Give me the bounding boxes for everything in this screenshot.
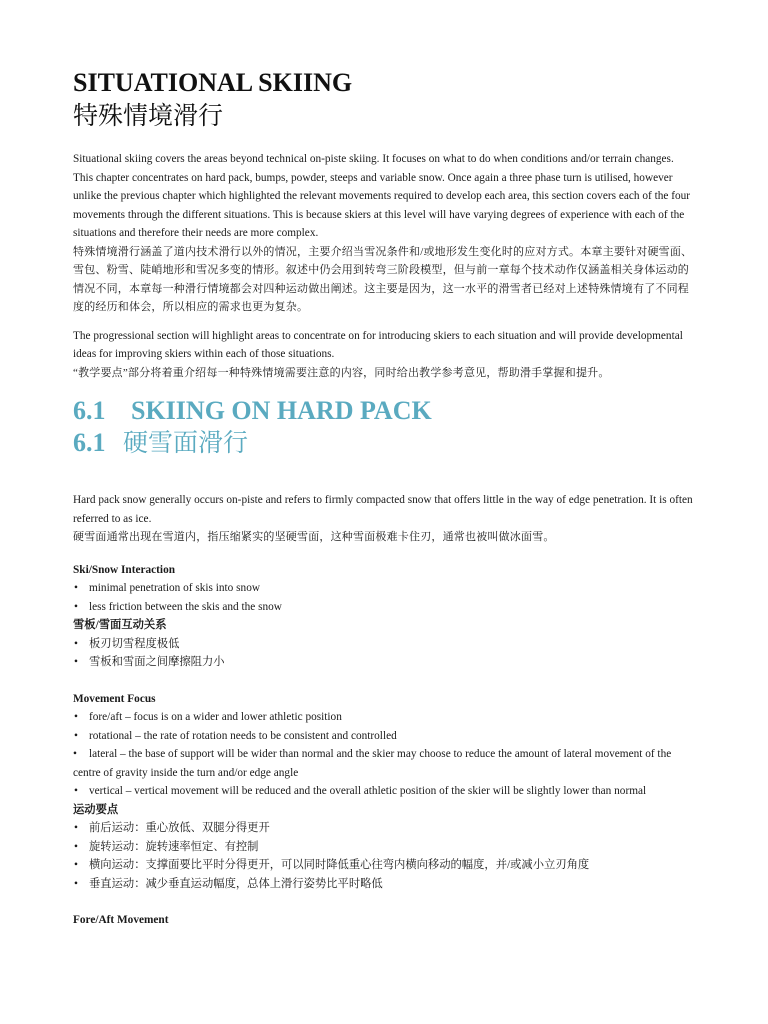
list-item: • 旋转运动：旋转速率恒定、有控制 — [73, 838, 693, 857]
list-item: • 板刃切雪程度极低 — [73, 635, 693, 654]
movement-focus-list-en — [73, 708, 693, 801]
chapter-title-en: SITUATIONAL SKIING — [73, 68, 353, 97]
section-title-zh: 硬雪面滑行 — [123, 430, 249, 457]
section-number: 6.1 — [73, 396, 106, 425]
list-item: • rotational – the rate of rotation needs to be consistent and controlled — [73, 727, 693, 746]
list-item: • 前后运动：重心放低、双腿分得更开 — [73, 819, 693, 838]
ski-snow-list-en — [73, 579, 693, 616]
section-number-zh: 6.1 — [73, 428, 106, 457]
list-item: • 垂直运动：减少垂直运动幅度，总体上滑行姿势比平时略低 — [73, 875, 693, 894]
progressional-paragraph-zh: “教学要点”部分将着重介绍每一种特殊情境需要注意的内容，同时给出教学参考意见，帮助滑手掌握和提升。 — [73, 366, 610, 379]
intro-paragraph-en: Situational skiing covers the areas beyond technical on-piste skiing. It focuses on what to do when conditions and/or terrain changes. This chapter concentrates on hard pack, bumps, powder, steeps and variable snow. Once again a three phase turn is utilised, however unlike the previous chapter which highlighted the relevant movements required to develop each area, this section covers each of the four movements through the different situations. This is because skiers at this level will have varying degrees of experience with each of the situations and therefore their needs are more complex. — [73, 153, 691, 239]
movement-focus-heading-en: Movement Focus — [73, 692, 156, 705]
list-item: • less friction between the skis and the snow — [73, 598, 693, 617]
list-item: • 雪板和雪面之间摩擦阻力小 — [73, 653, 693, 672]
intro-paragraph-zh: 特殊情境滑行涵盖了道内技术滑行以外的情况，主要介绍当雪况条件和/或地形发生变化时的应对方式。本章主要针对硬雪面、雪包、粉雪、陡峭地形和雪况多变的情形。叙述中仍会用到转弯三阶段模型，但与前一章每个技术动作仅涵盖相关身体运动的情况不同，本章每一种滑行情境都会对四种运动做出阐述。这主要是因为，这一水平的滑雪者已经对上述特殊情境有了不同程度的经历和体会，所以相应的需求也更为复杂。 — [73, 245, 693, 313]
list-item: • 横向运动：支撑面要比平时分得更开，可以同时降低重心往弯内横向移动的幅度，并/或减小立刃角度 — [73, 856, 693, 875]
list-item: • minimal penetration of skis into snow — [73, 579, 693, 598]
movement-focus-list-zh — [73, 819, 693, 893]
movement-focus-heading-zh: 运动要点 — [73, 803, 119, 816]
bullet-glyph: • — [73, 748, 77, 760]
document-page — [73, 66, 693, 930]
hardpack-paragraph-zh: 硬雪面通常出现在雪道内，指压缩紧实的坚硬雪面，这种雪面极难卡住刃，通常也被叫做冰面雪。 — [73, 531, 555, 543]
section-heading-zh — [73, 426, 693, 461]
list-item: • vertical – vertical movement will be reduced and the overall athletic position of the skier will be slightly lower than normal — [73, 782, 693, 801]
ski-snow-heading-zh: 雪板/雪面互动关系 — [73, 619, 167, 631]
list-item — [73, 745, 693, 782]
list-item: • fore/aft – focus is on a wider and lower athletic position — [73, 708, 693, 727]
chapter-title-zh: 特殊情境滑行 — [73, 103, 224, 130]
ski-snow-heading-en: Ski/Snow Interaction — [73, 563, 176, 576]
hardpack-paragraph-en: Hard pack snow generally occurs on-piste and refers to firmly compacted snow that offers little in the way of edge penetration. It is often referred to as ice. — [73, 494, 693, 525]
fore-aft-heading: Fore/Aft Movement — [73, 914, 169, 926]
section-title-en: SKIING ON HARD PACK — [131, 396, 432, 425]
progressional-paragraph-en: The progressional section will highlight areas to concentrate on for introducing skiers to each situation and will provide developmental ideas for improving skiers within each of those situations. — [73, 329, 683, 360]
ski-snow-list-zh — [73, 635, 693, 672]
section-heading-en — [73, 396, 693, 426]
list-item-text: lateral – the base of support will be wider than normal and the skier may choose to reduce the amount of lateral movement of the centre of gravity inside the turn and/or edge angle — [73, 748, 672, 779]
